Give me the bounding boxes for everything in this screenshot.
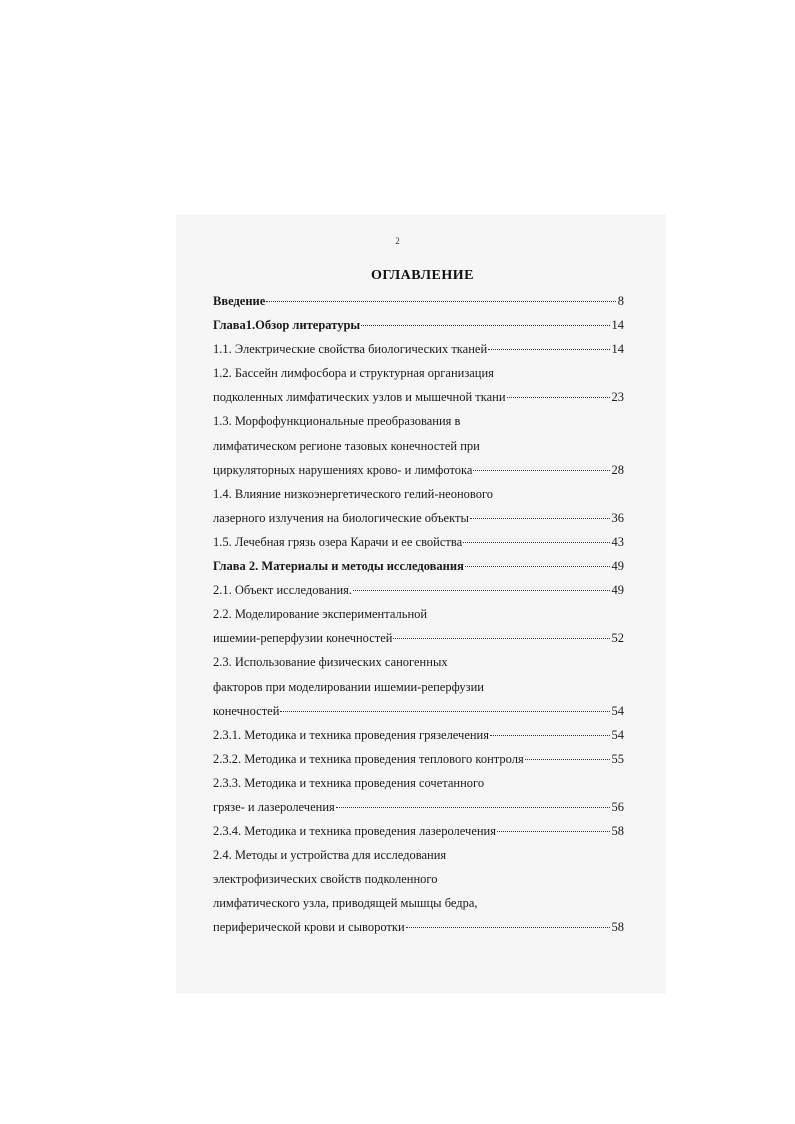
toc-title: ОГЛАВЛЕНИЕ <box>371 268 474 283</box>
toc-entry-text: 2.3.1. Методика и техника проведения грязелечения <box>213 727 490 742</box>
dot-leader <box>336 806 610 808</box>
dot-leader <box>463 541 609 543</box>
dot-leader <box>280 710 609 712</box>
toc-entry-text: 2.4. Методы и устройства для исследования <box>213 848 447 863</box>
toc-entry <box>213 578 624 602</box>
toc-entry <box>213 747 624 771</box>
toc-entry <box>213 337 624 361</box>
toc-entry <box>213 482 624 506</box>
toc-entry <box>213 530 624 554</box>
toc-entry-page: 43 <box>611 534 624 549</box>
table-of-contents <box>213 289 624 940</box>
toc-entry-text: 2.3. Использование физических саногенных <box>213 655 448 670</box>
toc-entry <box>213 699 624 723</box>
toc-entry-text: 2.3.3. Методика и техника проведения сочетанного <box>213 775 485 790</box>
toc-entry-text: Глава 2. Материалы и методы исследования <box>213 559 464 574</box>
toc-entry-text: лимфатического узла, приводящей мышцы бедра, <box>213 896 478 911</box>
dot-leader <box>266 300 615 302</box>
dot-leader <box>507 396 610 398</box>
toc-entry <box>213 891 624 915</box>
toc-entry-text: 2.3.2. Методика и техника проведения теплового контроля <box>213 751 524 766</box>
toc-entry-page: 14 <box>611 318 624 333</box>
toc-entry-text: лазерного излучения на биологические объекты <box>213 510 469 525</box>
toc-entry <box>213 602 624 626</box>
toc-entry-text: 2.2. Моделирование экспериментальной <box>213 607 428 622</box>
dot-leader <box>473 469 609 471</box>
toc-entry-page: 8 <box>617 294 624 308</box>
dot-leader <box>353 589 609 591</box>
dot-leader <box>361 324 609 326</box>
toc-entry-page: 56 <box>611 799 624 814</box>
toc-entry <box>213 506 624 530</box>
toc-entry <box>213 458 624 482</box>
toc-entry-text: 2.3.4. Методика и техника проведения лазеролечения <box>213 824 496 839</box>
toc-entry-text: циркуляторных нарушениях крово- и лимфотока <box>213 462 473 477</box>
toc-entry <box>213 313 624 337</box>
toc-entry-page: 23 <box>611 390 624 405</box>
dot-leader <box>525 758 610 760</box>
toc-entry-text: 1.3. Морфофункциональные преобразования в <box>213 414 461 429</box>
toc-entry-page: 14 <box>611 342 624 357</box>
dot-leader <box>393 637 609 639</box>
toc-entry <box>213 289 624 313</box>
toc-entry-text: электрофизических свойств подколенного <box>213 872 438 887</box>
toc-entry-page: 54 <box>611 703 624 718</box>
toc-entry-page: 28 <box>611 462 624 477</box>
toc-entry <box>213 409 624 433</box>
toc-entry <box>213 554 624 578</box>
dot-leader <box>470 517 610 519</box>
page-number: 2 <box>395 236 400 246</box>
toc-entry <box>213 723 624 747</box>
dot-leader <box>497 830 610 832</box>
toc-entry-text: периферической крови и сыворотки <box>213 920 405 935</box>
toc-entry <box>213 675 624 699</box>
dot-leader <box>406 926 610 928</box>
toc-entry-page: 54 <box>611 727 624 742</box>
toc-entry-text: ишемии-реперфузии конечностей <box>213 631 393 646</box>
toc-entry-page: 49 <box>611 559 624 574</box>
toc-entry-page: 58 <box>611 824 624 839</box>
toc-entry-text: Введение <box>213 294 266 308</box>
toc-entry <box>213 361 624 385</box>
toc-entry-text: 1.5. Лечебная грязь озера Карачи и ее свойства <box>213 534 463 549</box>
toc-entry-page: 49 <box>611 583 624 598</box>
toc-entry-page: 55 <box>611 751 624 766</box>
toc-entry-page: 36 <box>611 510 624 525</box>
toc-entry <box>213 795 624 819</box>
toc-entry <box>213 915 624 939</box>
toc-entry-text: 1.4. Влияние низкоэнергетического гелий-неонового <box>213 486 494 501</box>
toc-entry <box>213 650 624 674</box>
toc-entry <box>213 819 624 843</box>
toc-entry <box>213 867 624 891</box>
toc-entry-text: 1.1. Электрические свойства биологических тканей <box>213 342 488 357</box>
toc-entry-text: факторов при моделировании ишемии-реперфузии <box>213 679 484 694</box>
toc-entry <box>213 434 624 458</box>
toc-entry-text: 1.2. Бассейн лимфосбора и структурная организация <box>213 366 494 381</box>
toc-entry <box>213 771 624 795</box>
dot-leader <box>465 565 610 567</box>
toc-entry-text: подколенных лимфатических узлов и мышечной ткани <box>213 390 506 405</box>
toc-entry <box>213 843 624 867</box>
dot-leader <box>490 734 609 736</box>
toc-entry-text: 2.1. Объект исследования. <box>213 583 353 598</box>
toc-entry-text: Глава1.Обзор литературы <box>213 318 361 333</box>
toc-entry-page: 58 <box>611 920 624 935</box>
toc-entry-text: конечностей <box>213 703 280 718</box>
toc-entry <box>213 626 624 650</box>
dot-leader <box>488 348 609 350</box>
toc-entry-text: лимфатическом регионе тазовых конечностей при <box>213 438 480 453</box>
toc-entry-text: грязе- и лазеролечения <box>213 799 335 814</box>
toc-entry-page: 52 <box>611 631 624 646</box>
toc-entry <box>213 385 624 409</box>
